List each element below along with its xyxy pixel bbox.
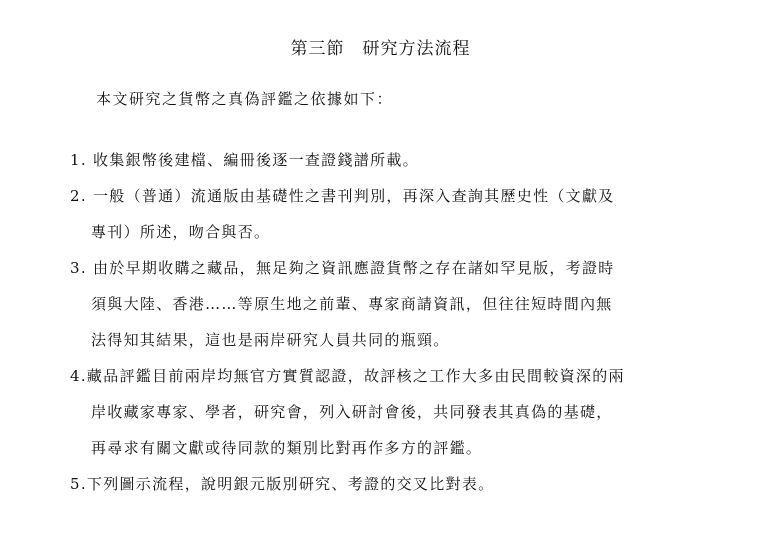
list-item-line: 5.下列圖示流程，說明銀元版別研究、考證的交叉比對表。 xyxy=(70,475,495,493)
list-item-line-continued: 法得知其結果，這也是兩岸研究人員共同的瓶頸。 xyxy=(91,331,450,349)
list-item-line-continued: 岸收藏家專家、學者，研究會，列入研討會後，共同發表其真偽的基礎， xyxy=(91,403,613,421)
list-item-line: 3. 由於早期收購之藏品，無足夠之資訊應證貨幣之存在諸如罕見版，考證時 xyxy=(70,259,615,277)
criteria-list xyxy=(70,142,730,502)
intro-paragraph: 本文研究之貨幣之真偽評鑑之依據如下： xyxy=(96,90,394,108)
list-item-line-continued: 專刊）所述，吻合與否。 xyxy=(91,223,271,241)
list-item-line-continued: 須與大陸、香港……等原生地之前輩、專家商請資訊，但往往短時間內無 xyxy=(91,295,613,313)
list-item-1 xyxy=(70,142,730,178)
list-item-line-continued: 再尋求有關文獻或待同款的類別比對再作多方的評鑑。 xyxy=(91,439,483,457)
list-item-3 xyxy=(70,250,730,358)
list-item-5 xyxy=(70,466,730,502)
list-item-2 xyxy=(70,178,730,250)
list-item-line: 4.藏品評鑑目前兩岸均無官方實質認證，故評核之工作大多由民間較資深的兩 xyxy=(70,367,625,385)
list-item-line: 2. 一般（普通）流通版由基礎性之書刊判別，再深入查詢其歷史性（文獻及 xyxy=(70,187,615,205)
list-item-4 xyxy=(70,358,730,466)
list-item-line: 1. 收集銀幣後建檔、編冊後逐一查證錢譜所載。 xyxy=(70,151,419,169)
section-title: 第三節 研究方法流程 xyxy=(290,39,471,59)
